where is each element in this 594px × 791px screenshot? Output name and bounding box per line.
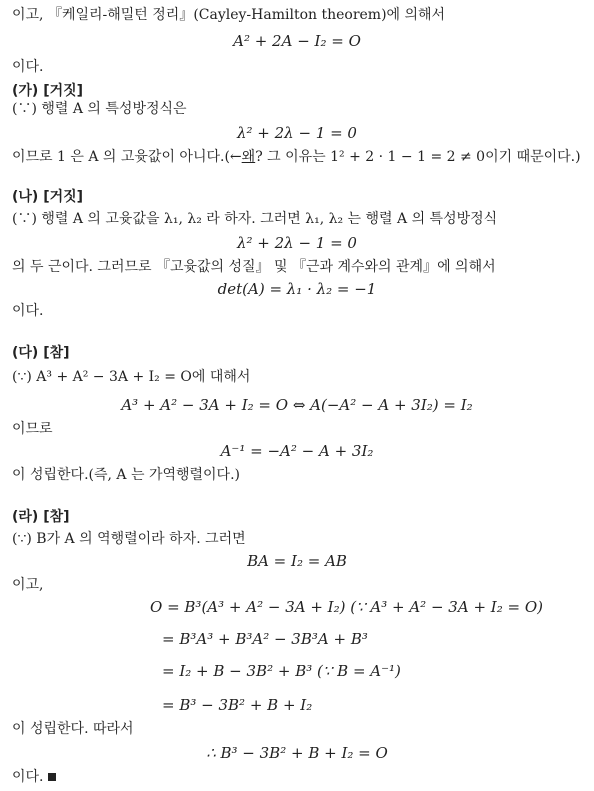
section-ga-line2-a: 이므로 1 은 A 의 고윳값이 아니다.(← xyxy=(12,149,242,165)
section-da-equation2: A⁻¹ = −A² − A + 3I₂ xyxy=(220,442,374,460)
section-na-line2: 의 두 근이다. 그러므로 『고윳값의 성질』 및 『근과 계수와의 관계』에 의해서 xyxy=(12,259,496,275)
section-ra-line4-text: 이다. xyxy=(12,769,44,785)
section-ra-derivation-1: O = B³(A³ + A² − 3A + I₂) (∵ A³ + A² − 3A + I₂ = O) xyxy=(150,598,543,616)
section-ga-line2 xyxy=(12,148,581,166)
section-ra-line1: (∵) B가 A 의 역행렬이라 하자. 그러면 xyxy=(12,531,246,547)
section-ra-heading: (라) [참] xyxy=(12,509,70,525)
section-ra-derivation-2: = B³A³ + B³A² − 3B³A + B³ xyxy=(162,630,368,648)
section-na-heading: (나) [거짓] xyxy=(12,189,84,205)
end-of-proof-icon xyxy=(48,773,56,781)
section-da-line3: 이 성립한다.(즉, A 는 가역행렬이다.) xyxy=(12,467,240,483)
section-ga-line2-b: ? 그 이유는 1² + 2 · 1 − 1 = 2 ≠ 0이기 때문이다.) xyxy=(255,149,581,165)
section-na-equation: λ² + 2λ − 1 = 0 xyxy=(237,234,357,252)
section-na-line1: (∵) 행렬 A 의 고윳값을 λ₁, λ₂ 라 하자. 그러면 λ₁, λ₂ 는 행렬 A 의 특성방정식 xyxy=(12,211,498,227)
why-link[interactable]: 왜 xyxy=(241,149,256,165)
section-na-equation2: det(A) = λ₁ · λ₂ = −1 xyxy=(217,280,377,298)
section-ra-line2: 이고, xyxy=(12,577,44,593)
section-ga-heading: (가) [거짓] xyxy=(12,83,84,99)
section-da-heading: (다) [참] xyxy=(12,345,70,361)
section-ra-derivation-3: = I₂ + B − 3B² + B³ (∵ B = A⁻¹) xyxy=(162,662,401,680)
section-ra-equation: BA = I₂ = AB xyxy=(247,552,347,570)
section-ra-conclusion: ∴ B³ − 3B² + B + I₂ = O xyxy=(206,744,388,762)
text-ida: 이다. xyxy=(12,59,44,75)
section-ga-line1: (∵) 행렬 A 의 특성방정식은 xyxy=(12,101,187,117)
section-da-line2: 이므로 xyxy=(12,421,53,437)
section-da-line1: (∵) A³ + A² − 3A + I₂ = O에 대해서 xyxy=(12,369,251,385)
section-ra-derivation-4: = B³ − 3B² + B + I₂ xyxy=(162,696,313,714)
section-ga-equation: λ² + 2λ − 1 = 0 xyxy=(237,124,357,142)
section-ra-line3: 이 성립한다. 따라서 xyxy=(12,721,134,737)
intro-line: 이고, 『케일리-해밀턴 정리』(Cayley-Hamilton theorem)에 의해서 xyxy=(12,7,446,23)
section-da-equation: A³ + A² − 3A + I₂ = O ⇔ A(−A² − A + 3I₂) = I₂ xyxy=(121,396,473,414)
equation-intro: A² + 2A − I₂ = O xyxy=(233,32,361,50)
section-ra-line4 xyxy=(12,768,56,786)
section-na-line3: 이다. xyxy=(12,303,44,319)
